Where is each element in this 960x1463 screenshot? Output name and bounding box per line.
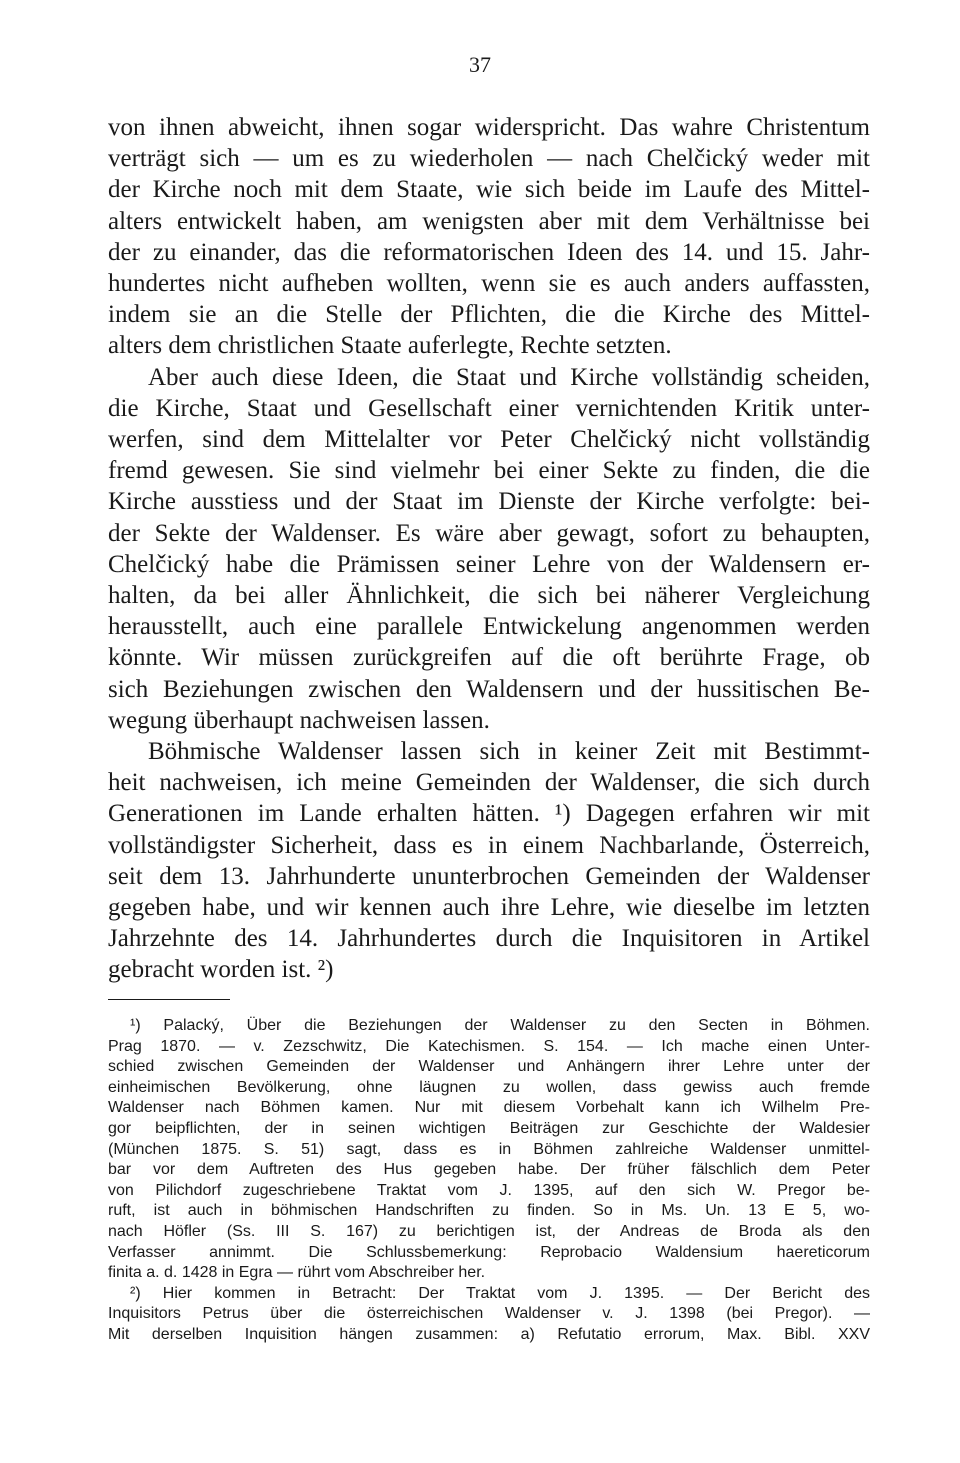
main-text — [108, 112, 870, 986]
text-line: alters dem christlichen Staate auferlegte, Rechte setzten. — [108, 332, 672, 360]
text-line: Chelčický habe die Prämissen seiner Lehre von der Waldensern er- — [108, 550, 870, 578]
text-line: fremd gewesen. Sie sind vielmehr bei einer Sekte zu finden, die die — [108, 457, 870, 485]
text-line: indem sie an die Stelle der Pflichten, die die Kirche des Mittel- — [108, 301, 870, 329]
page-number: 37 — [469, 52, 491, 77]
text-line: hundertes nicht aufheben wollten, wenn sie es auch anders auffassten, — [108, 270, 870, 298]
text-line: könnte. Wir müssen zurückgreifen auf die oft berührte Frage, ob — [108, 644, 870, 672]
text-line: von ihnen abweicht, ihnen sogar widerspricht. Das wahre Christentum — [108, 114, 870, 141]
text-line: Generationen im Lande erhalten hätten. ¹) Dagegen erfahren wir mit — [108, 800, 870, 828]
text-line: die Kirche, Staat und Gesellschaft einer vernichtenden Kritik unter- — [108, 394, 870, 422]
text-line: wegung überhaupt nachweisen lassen. — [108, 706, 490, 734]
footnote-line: nach Höfler (Ss. III S. 167) zu berichtigen ist, der Andreas de Broda als den — [108, 1222, 870, 1240]
footnote-line: bar vor dem Auftreten des Hus gegeben habe. Der früher fälschlich dem Peter — [108, 1161, 870, 1179]
footnote-line: von Pilichdorf zugeschriebene Traktat vom J. 1395, auf den sich W. Pregor be- — [108, 1181, 870, 1199]
text-line: der Kirche noch mit dem Staate, wie sich beide im Laufe des Mittel- — [108, 176, 870, 204]
text-line: halten, da bei aller Ähnlichkeit, die sich bei näherer Vergleichung — [108, 582, 870, 610]
footnote-line: Inquisitors Petrus über die österreichischen Waldenser v. J. 1398 (bei Pregor). — — [108, 1305, 870, 1323]
footnote-line: Waldenser nach Böhmen kamen. Nur mit diesem Vorbehalt kann ich Wilhelm Pre- — [108, 1099, 870, 1117]
footnotes — [108, 1016, 870, 1346]
footnote-line: gor beipflichten, der in seinen wichtigen Beiträgen zur Geschichte der Waldesier — [108, 1119, 870, 1137]
footnote-line: Prag 1870. — v. Zezschwitz, Die Katechismen. S. 154. — Ich mache einen Unter- — [108, 1037, 870, 1055]
text-line: alters entwickelt haben, am wenigsten aber mit dem Verhältnisse bei — [108, 207, 870, 235]
footnote-line: ruft, ist auch in böhmischen Handschriften zu finden. So in Ms. Un. 13 E 5, wo- — [108, 1202, 870, 1220]
footnote-line: ²) Hier kommen in Betracht: Der Traktat vom J. 1395. — Der Bericht des — [130, 1284, 870, 1302]
text-line: werfen, sind dem Mittelalter vor Peter Chelčický nicht vollständig — [108, 426, 870, 454]
footnote-line: Mit derselben Inquisition hängen zusammen: a) Refutatio errorum, Max. Bibl. XXV — [108, 1325, 870, 1343]
footnote-line: (München 1875. S. 51) sagt, dass es in Böhmen zahlreiche Waldenser unmittel- — [108, 1140, 870, 1158]
text-line: gegeben habe, und wir kennen auch ihre Lehre, wie dieselbe im letzten — [108, 894, 870, 922]
footnote-line: ¹) Palacký, Über die Beziehungen der Waldenser zu den Secten in Böhmen. — [130, 1017, 870, 1034]
footnote-line: einheimischen Bevölkerung, ohne läugnen zu wollen, dass gewiss auch fremde — [108, 1078, 870, 1096]
text-line: der Sekte der Waldenser. Es wäre aber gewagt, sofort zu behaupten, — [108, 519, 870, 547]
footnote-line: schied zwischen Gemeinden der Waldenser und Anhängern ihrer Lehre unter der — [108, 1058, 870, 1076]
text-line: vollständigster Sicherheit, dass es in einem Nachbarlande, Österreich, — [108, 831, 870, 859]
footnote-line: Verfasser annimmt. Die Schlussbemerkung: Reprobacio Waldensium haereticorum — [108, 1243, 870, 1261]
text-line: Kirche ausstiess und der Staat im Dienste der Kirche verfolgte: bei- — [108, 488, 870, 516]
text-line: verträgt sich — um es zu wiederholen — nach Chelčický weder mit — [108, 145, 870, 173]
text-line: Aber auch diese Ideen, die Staat und Kirche vollständig scheiden, — [148, 363, 870, 391]
text-line: seit dem 13. Jahrhunderte ununterbrochen Gemeinden der Waldenser — [108, 862, 870, 890]
footnote-line: finita a. d. 1428 in Egra — rührt vom Abschreiber her. — [108, 1264, 486, 1282]
text-line: der zu einander, das die reformatorischen Ideen des 14. und 15. Jahr- — [108, 238, 870, 266]
text-line: Jahrzehnte des 14. Jahrhundertes durch die Inquisitoren in Artikel — [108, 925, 870, 953]
footnote-divider — [108, 999, 230, 1000]
text-line: sich Beziehungen zwischen den Waldensern und der hussitischen Be- — [108, 675, 870, 703]
text-line: Böhmische Waldenser lassen sich in keiner Zeit mit Bestimmt- — [148, 738, 870, 766]
text-line: gebracht worden ist. ²) — [108, 956, 334, 984]
text-line: heit nachweisen, ich meine Gemeinden der Waldenser, die sich durch — [108, 769, 870, 797]
text-line: herausstellt, auch eine parallele Entwickelung angenommen werden — [108, 613, 870, 641]
